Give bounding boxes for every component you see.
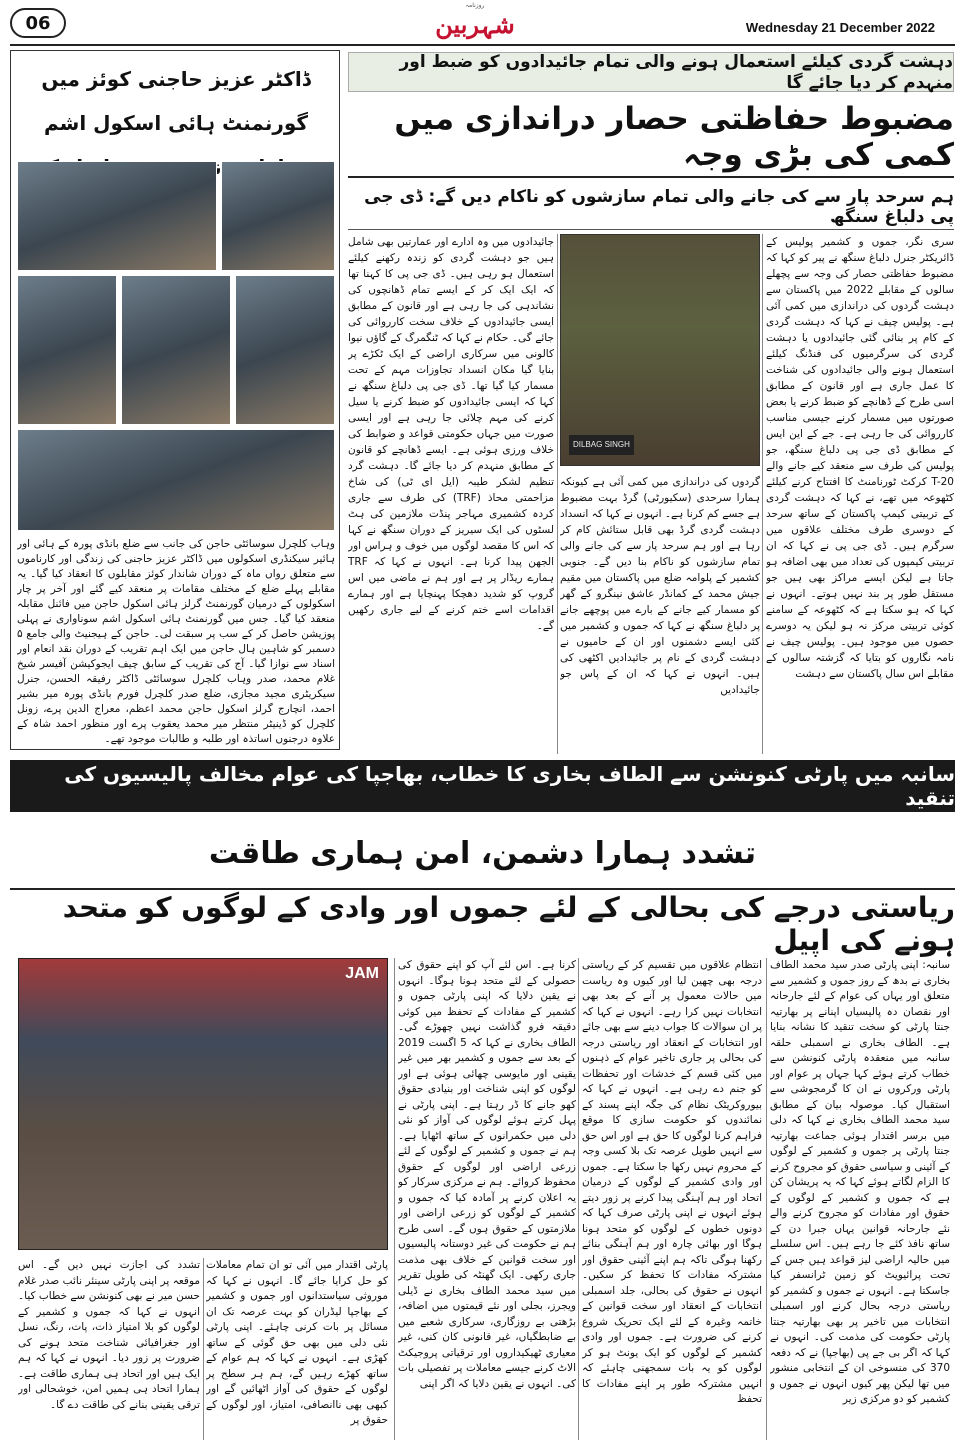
column-divider (203, 1258, 204, 1440)
event-photo-5 (235, 275, 335, 425)
column-divider (766, 958, 767, 1440)
event-photo-6 (17, 429, 335, 531)
column-divider (578, 958, 579, 1440)
second-story-body (10, 958, 955, 1440)
masthead (420, 2, 530, 44)
masthead-logo: شہربین (435, 10, 515, 39)
second-story-headline: تشدد ہمارا دشمن، امن ہماری طاقت (10, 818, 955, 890)
school-quiz-story (10, 50, 340, 750)
top-story-headline: مضبوط حفاظتی حصار دراندازی میں کمی کی بڑی وجہ (348, 98, 954, 178)
second-story-subheadline: ریاستی درجے کی بحالی کے لئے جموں اور وادی کے لوگوں کو متحد ہونے کی اپیل (62, 891, 955, 957)
top-story-columns (348, 234, 954, 754)
event-photo-3 (17, 275, 117, 425)
second-story-column-4: پارٹی اقتدار میں آئی تو ان تمام معاملات کو حل کرایا جائے گا۔ انہوں نے کہا کہ موروثی سیاستدانوں اور جموں و کشمیر کے بھاجپا لیڈران کو بہت عرصہ تک ان مسائل پر بات کرنی چاہئے۔ اپنی پارٹی نئی دلی میں بھی حق گوئی کے ساتھ کھڑی ہے۔ انہوں نے کہا کہ ہم عوام کے ساتھ کھڑے رہیں گے، ہم ہر سطح پر لوگوں کے حقوق کی آواز اٹھائیں گے اور کبھی بھی ناانصافی، امتیاز، اور لوگوں کے حقوق پر (206, 1259, 388, 1426)
column-divider (394, 958, 395, 1440)
dgp-photo (560, 234, 760, 466)
top-story-column-2: گردوں کی دراندازی میں کمی آئی ہے کیونکہ ہمارا سرحدی (سکیورٹی) گرڈ بہت مضبوط ہے جسے کم کرنا ہے۔ انہوں نے کہا کہ انسداد دہشت گردی گرڈ بھی قابل ستائش کام کر رہا ہے اور ہم سرحد پار سے کی جانے والی تمام سازشوں کو ناکام بنا دیں گے۔ جنوبی کشمیر کے پلوامہ ضلع میں پاکستان میں مقیم جیش محمد کے کمانڈر عاشق نینگرو کے گھر کو مسمار کیے جانے کے بارے میں پوچھے جانے پر دلباغ سنگھ نے کہا کہ جموں و کشمیر میں کئی ایسے دشمنوں اور ان کے حامیوں نے دہشت گردی کے نام پر جائیدادیں اکٹھی کی ہیں۔ انہوں نے کہا کہ ان کے پاس جو جائیدادیں (560, 476, 760, 696)
event-photo-2 (221, 161, 335, 271)
convention-photo-banner-text: JAM (345, 965, 379, 982)
event-photo-1 (17, 161, 217, 271)
second-story-column-5: تشدد کی اجازت نہیں دیں گے۔ اس موقعہ پر اپنی پارٹی سینئر نائب صدر غلام حسن میر نے بھی کنونشن سے خطاب کیا۔ انہوں نے کہا کہ جموں و کشمیر کے لوگوں کو بلا امتیاز ذات، پات، رنگ، نسل اور جغرافیائی شناخت متحد ہونے کی ضرورت پر زور دیا۔ انہوں نے کہا کہ ہم ایک ہیں اور اتحاد ہی ہماری طاقت ہے۔ ہمارا اتحاد ہی ہمیں امن، خوشحالی اور ترقی یقینی بنانے کی طاقت دے گا۔ (18, 1259, 200, 1411)
issue-date: Wednesday 21 December 2022 (745, 20, 935, 35)
header-rule (10, 44, 955, 46)
school-quiz-body: وہاب کلچرل سوسائٹی حاجن کی جانب سے ضلع بانڈی پورہ کے ہائی اور ہائیر سیکنڈری اسکولوں میں ڈاکٹر عزیز حاجنی کی زندگی اور کارناموں سے متعلق رواں ماہ کے دوران شاندار کوئز مقابلوں کا انعقاد کیا گیا۔ یہ مقابلے پہلے ضلع کے مختلف مقامات پر منعقد کیے گئے اور آخر پر چار اسکولوں کے درمیان گورنمنٹ گرلز ہائی اسکول حاجن میں فائنل مقابلہ منعقد کیا گیا۔ جس میں گورنمنٹ ہائی اسکول اشم سوناواری نے پہلی پوزیشن حاصل کر کے سب پر سبقت لی۔ حاجن کے ہیجنیٹ والی جامع ۵ دسمبر کو شاہین ہال حاجن میں ایک اہم تقریب کے دوران نقد انعام اور اسناد سے نوازا گیا۔ آج کی تقریب کے سابق چیف ایجوکیشن آفیسر شیخ غلام محمد، صدر وہاب کلچرل سوسائٹی ڈاکٹر رفیقہ الحسن، جنرل سیکریٹری مجید مجازی، ضلع صدر کلچرل فورم بانڈی پورہ میر بشیر احمد، انچارج گرلز اسکول حاجن محمد اعظم، معراج الدین پرے، زونل کلچرل کو ڈینیٹر منتظر میر محمد یعقوب پرے اور منظور احمد شاہ کے علاوہ درجنوں اساتذہ اور طلبہ و طالبات موجود تھے۔ (17, 538, 335, 745)
top-story-subhead: ہم سرحد پار سے کی جانے والی تمام سازشوں کو ناکام دیں گے: ڈی جی پی دلباغ سنگھ (348, 184, 954, 230)
event-photo-4 (121, 275, 231, 425)
top-story-kicker: دہشت گردی کیلئے استعمال ہونے والی تمام جائیدادوں کو ضبط اور منہدم کر دیا جائے گا (348, 52, 954, 92)
second-story-column-1: سانبہ: اپنی پارٹی صدر سید محمد الطاف بخاری نے بدھ کے روز جموں و کشمیر سے متعلق اور یہاں کی عوام کے لئے جارحانہ اور نقصان دہ پالیسیاں اپنانے پر بھارتیہ جنتا پارٹی کو سخت تنقید کا نشانہ بنایا ہے۔ الطاف بخاری نے اسمبلی حلقہ سانبہ میں منعقدہ پارٹی کنونشن سے خطاب کرتے ہوئے کہا جہاں پر عوام اور پارٹی ورکروں نے ان کا گرمجوشی سے استقبال کیا۔ موصولہ بیان کے مطابق سید محمد الطاف بخاری نے کہا کہ دلی میں برسر اقتدار ہوئی جماعت بھارتیہ جنتا پارٹی پر جموں و کشمیر کے لوگوں کے آئینی و سیاسی حقوق کو مجروح کرنے کا الزام لگاتے ہوئے کہا کہ یہ پریشان کن ہے کہ جموں و کشمیر کے لوگوں کے حقوق اور مفادات کو مجروح کرنے والے نئے جارحانہ قوانین یہاں جبرا دن کے ساتھ نافذ کئے جا رہے ہیں۔ اس سلسلے میں حالیہ اراضی لیز قواعد ہیں جس کے تحت پرائیویٹ کو زمین ٹرانسفر کیا جاسکتا ہے۔ انہوں نے جموں و کشمیر کو ریاستی درجہ بحال کرنے اور اسمبلی انتخابات میں تاخیر پر بھی بھارتیہ جنتا پارٹی حکومت کی مذمت کی۔ انہوں نے کہا کہ اگر بی جے پی (بھاجپا) نے کہ دفعہ 370 کی منسوخی ان کے انتخابی منشور میں تھا لیکن پھر کیوں انہوں نے جموں و کشمیر کو دو مرکزی زیر (770, 959, 950, 1405)
page-header (0, 0, 965, 46)
column-divider (762, 234, 763, 754)
second-story-column-3: کرنا ہے۔ اس لئے آپ کو اپنے حقوق کی حصولی کے لئے متحد ہونا ہوگا۔ انہوں نے یقین دلایا کہ اپنی پارٹی جموں و کشمیر کے مفادات کے تحفظ میں کوئی دقیقہ فرو گذاشت نہیں چھوڑے گی۔ الطاف بخاری نے کہا کہ 5 اگست 2019 کے بعد سے جموں و کشمیر بھر میں غیر یقینی اور مایوسی چھائی ہوئی ہے اور لوگوں کو اپنی شناخت اور بنیادی حقوق کھو جانے کا ڈر رہتا ہے۔ اپنی پارٹی نے پہل کرتے ہوئے لوگوں کی آواز کو نئی دلی میں حکمرانوں کے ساتھ اٹھایا ہے۔ ہم نے جموں و کشمیر کے لوگوں کے لئے زرعی اراضی اور لوگوں کے حقوق محفوظ کروائے۔ ہم نے مرکزی سرکار کو یہ اعلان کرنے پر آمادہ کیا کہ جموں و کشمیر کے لوگوں کو زرعی اراضی اور ملازمتوں کے حقوق ہوں گے۔ اسی طرح ہم نے حکومت کی غیر دوستانہ پالیسیوں اور سخت قوانین کے خلاف بھی مذمت جاری رکھی۔ ایک گھنٹہ کی طویل تقریر میں سید محمد الطاف بخاری نے ڈیلی ویجرز، بجلی اور نئے قیمتوں میں اضافہ، بڑھتی بے روزگاری، سرکاری شعبے میں بے ضابطگیاں، غیر قانونی کان کنی، غیر معیاری ٹھیکیداروں اور ترقیاتی پروجیکٹ الاٹ کرنے جیسے معاملات پر تفصیلی بات کی۔ انہوں نے یقین دلایا کہ اگر اپنی (398, 959, 576, 1390)
top-story-column-1: سری نگر، جموں و کشمیر پولیس کے ڈائریکٹر جنرل دلباغ سنگھ نے پیر کو کہا کہ مضبوط حفاظتی حصار کی وجہ سے پچھلے سالوں کے مقابلے 2022 میں پاکستان سے دہشت گردوں کی دراندازی میں کمی آئی ہے۔ پولیس چیف نے کہا کہ دہشت گردی کے کام پر بنائی گئی جائیدادوں یا دہشت گردی کی سرگرمیوں کی فنڈنگ کیلئے استعمال ہونے والی جائیدادوں کی شناخت کا عمل جاری ہے اور قانون کے مطابق اسی طرح کے ڈھانچے کو ضبط کرنے یا بعض صورتوں میں مسمار کرنے جیسی مناسب کارروائی کی جا رہی ہے۔ جے کے این ایس کے مطابق ڈی جی پی دلباغ سنگھ، جو پولیس کی طرف سے منعقد کیے جانے والے T-20 کرکٹ ٹورنامنٹ کا افتتاح کرنے کیلئے کٹھوعہ میں تھے، نے کہا کہ دہشت گردی کے تربیتی کیمپ پاکستان کے ساتھ سرحد کے دوسری طرف مختلف علاقوں میں سرگرم ہیں۔ ڈی جی پی نے کہا کہ ان تربیتی کیمپوں کی تعداد میں بھی اضافہ ہو جاتا ہے لیکن ایسے مراکز بھی ہیں جو مستقل طور پر بند نہیں ہوتے۔ انہوں نے کہا کہ ہو سکتا ہے کہ کٹھوعہ کے سامنے کوئی تربیتی مرکز نہ ہو لیکن یہ دوسرے حصوں میں موجود ہیں۔ پولیس چیف نے نامہ نگاروں کو بتایا کہ گزشتہ سالوں کے مقابلے اس سال پاکستان سے دہشت (766, 236, 954, 680)
page-number: 06 (10, 8, 66, 38)
column-divider (557, 234, 558, 754)
masthead-tagline: روزنامہ (465, 2, 485, 9)
school-quiz-headline: ڈاکٹر عزیز حاجنی کوئز میں گورنمنٹ ہائی اسکول اشم (41, 67, 311, 135)
convention-banner: سانبہ میں پارٹی کنونشن سے الطاف بخاری کا خطاب، بھاجپا کی عوام مخالف پالیسیوں کی تنقید (10, 760, 955, 812)
convention-photo (18, 958, 388, 1250)
second-story-column-2: انتظام علاقوں میں تقسیم کر کے ریاستی درجہ بھی چھین لیا اور کیوں وہ ریاست میں حالات معمول پر آنے کے بعد بھی انتخابات نہیں کرا رہے۔ انہوں نے کہا کہ پر ان سوالات کا جواب دینے سے بھی جائے اور انتخابات کے انعقاد اور ریاستی درجہ کی بحالی پر جاری تاخیر عوام کے ذہنوں میں کئی قسم کے خدشات اور تحفظات کو جنم دے رہی ہے۔ انہوں نے کہا کہ بیوروکریٹک نظام کی جگہ اپنے پسند کے نمائندوں کو حکومت سازی کا موقع فراہم کرنا لوگوں کا حق ہے اور اس حق سے انہیں طویل عرصہ تک بلا کسی وجہ کے محروم نہیں رکھا جا سکتا ہے۔ جموں اور وادی کشمیر کے لوگوں کے درمیان اتحاد اور ہم آہنگی پیدا کرنے پر زور دیتے ہوئے انہوں نے اپنی پارٹی صرف کہا کہ دونوں خطوں کے لوگوں کو متحد ہونا ہوگا اور بھائی چارہ اور ہم آہنگی بنائے رکھنا ہوگی تاکہ ہم اپنے آئینی حقوق اور مشترکہ مفادات کا تحفظ کر سکیں۔ انہوں نے حقوق کی بحالی، جلد اسمبلی انتخابات کے انعقاد اور سخت قوانین کے خاتمہ وغیرہ کے لئے ایک تحریک شروع کرنے کی ضرورت ہے۔ جموں اور وادی کشمیر کے لوگوں کو ایک یونٹ ہو کر لوگوں کو یہ بات سمجھنی چاہئے کہ انہیں مشترکہ طور پر اپنے مفادات کا تحفظ (582, 959, 762, 1405)
school-quiz-photo-grid (17, 161, 335, 531)
top-story-column-3: جائیدادوں میں وہ ادارے اور عمارتیں بھی شامل ہیں جو دہشت گردی کو زندہ رکھنے کیلئے استعمال ہو رہی ہیں۔ ڈی جی پی کا کہنا تھا کہ ایک ایک کر کے ایسے تمام ڈھانچوں کی نشاندہی کی جا رہی ہے اور قانون کے مطابق ایسی جائیدادوں کے خلاف سخت کارروائی کی جائے گی۔ حکام نے کہا کہ ٹنگمرگ کے گاؤں نیوا کالونی میں سرکاری اراضی کے ایک ٹکڑے پر بنایا گیا مکان انسداد تجاوزات مہم کے تحت مسمار کیا گیا تھا۔ ڈی جی پی دلباغ سنگھ نے کہا کہ ایسی جائیدادوں کو ضبط کرنے یا سیل کرنے کی مہم چلائی جا رہی ہے اور ایسی صورت میں جہاں حکومتی قواعد و ضوابط کی خلاف ورزی ہوئی ہے۔ ایسے ڈھانچے کو قانون کے مطابق منہدم کر دیا جائے گا۔ دہشت گرد تنظیم لشکر طیبہ (ایل ای ٹی) کی شاخ مزاحمتی محاذ (TRF) کی طرف سے جاری کردہ کشمیری مہاجر پنڈت ملازمین کی ہٹ لسٹوں کی ایک سیریز کے دوران سنگھ نے کہا کہ اس کا مقصد لوگوں میں خوف و ہراس اور الجھن پیدا کرنا ہے۔ انہوں نے کہا کہ TRF ہمارے ریڈار پر ہے اور ہم نے ماضی میں اس گروپ کو شدید دھچکا پہنچایا ہے اور ہمارے اقدامات اسے ختم کرنے کے لیے جاری رکھیں گے۔ (348, 236, 554, 632)
dgp-photo-caption: DILBAG SINGH (569, 435, 634, 455)
